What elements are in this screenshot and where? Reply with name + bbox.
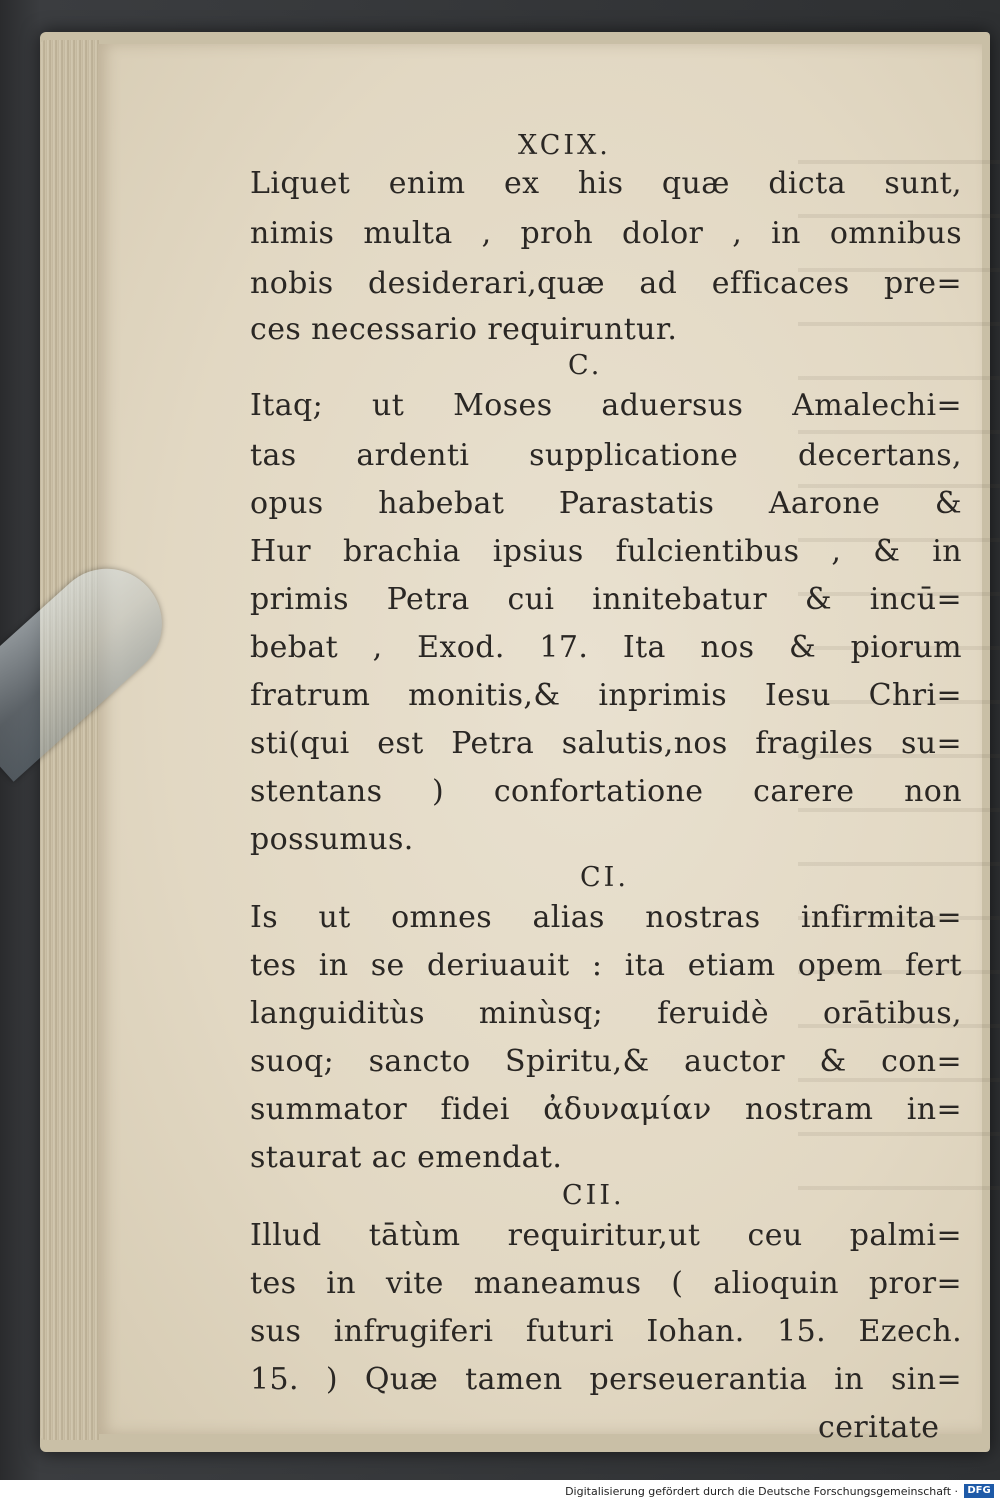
text-line: tes in vite maneamus ( alioquin pror= <box>250 1266 962 1301</box>
text-line: fratrum monitis,& inprimis Iesu Chri= <box>250 678 962 713</box>
text-line: languiditùs minùsq; feruidè orātibus, <box>250 996 962 1031</box>
text-line: suoq; sancto Spiritu,& auctor & con= <box>250 1044 962 1079</box>
text-line: tes in se deriuauit : ita etiam opem fert <box>250 948 962 983</box>
digitization-credit-bar <box>0 1480 1000 1502</box>
text-line: primis Petra cui innitebatur & incū= <box>250 582 962 617</box>
dfg-logo: DFG <box>964 1484 994 1498</box>
section-heading-ci: CI. <box>580 862 629 893</box>
text-line: sus infrugiferi futuri Iohan. 15. Ezech. <box>250 1314 962 1349</box>
text-line: Is ut omnes alias nostras infirmita= <box>250 900 962 935</box>
section-heading-cii: CII. <box>562 1180 625 1211</box>
text-line: possumus. <box>250 822 414 857</box>
credit-text: Digitalisierung gefördert durch die Deutsche Forschungsgemeinschaft · <box>565 1485 958 1498</box>
text-line: summator fidei ἀδυναμίαν nostram in= <box>250 1092 962 1127</box>
text-line: Hur brachia ipsius fulcientibus , & in <box>250 534 962 569</box>
text-line: nobis desiderari,quæ ad efficaces pre= <box>250 266 962 301</box>
text-line: tas ardenti supplicatione decertans, <box>250 438 962 473</box>
text-line: staurat ac emendat. <box>250 1140 563 1175</box>
text-line: Illud tātùm requiritur,ut ceu palmi= <box>250 1218 962 1253</box>
text-line: opus habebat Parastatis Aarone & <box>250 486 962 521</box>
text-line: Itaq; ut Moses aduersus Amalechi= <box>250 388 962 423</box>
text-line: sti(qui est Petra salutis,nos fragiles su= <box>250 726 962 761</box>
text-line: ces necessario requiruntur. <box>250 312 678 347</box>
text-line: stentans ) confortatione carere non <box>250 774 962 809</box>
text-line: bebat , Exod. 17. Ita nos & piorum <box>250 630 962 665</box>
folio-number: XCIX. <box>518 130 611 161</box>
text-line: Liquet enim ex his quæ dicta sunt, <box>250 166 962 201</box>
text-line: 15. ) Quæ tamen perseuerantia in sin= <box>250 1362 962 1397</box>
section-heading-c: C. <box>568 350 603 381</box>
catchword: ceritate <box>818 1410 940 1445</box>
text-line: nimis multa , proh dolor , in omnibus <box>250 216 962 251</box>
